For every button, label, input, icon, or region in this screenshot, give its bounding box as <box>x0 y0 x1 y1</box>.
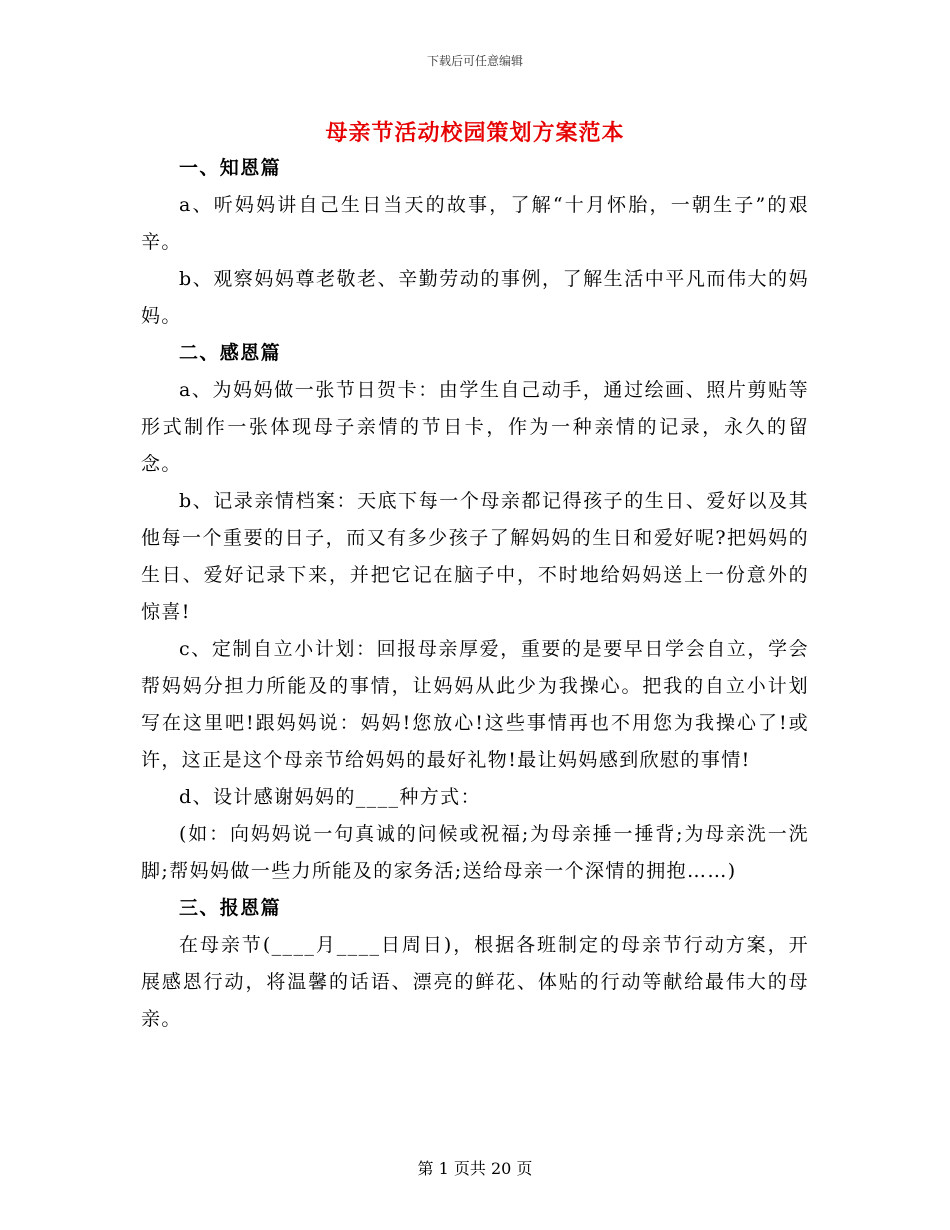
body-paragraph: 在母亲节(____月____日周日)，根据各班制定的母亲节行动方案，开展感恩行动，将温馨的话语、漂亮的鲜花、体贴的行动等献给最伟大的母亲。 <box>141 934 809 1030</box>
body-paragraph: (如：向妈妈说一句真诚的问候或祝福;为母亲捶一捶背;为母亲洗一洗脚;帮妈妈做一些力所能及的家务活;送给母亲一个深情的拥抱……) <box>141 823 809 882</box>
body-paragraph: b、观察妈妈尊老敬老、辛勤劳动的事例，了解生活中平凡而伟大的妈妈。 <box>141 268 809 327</box>
section-heading: 二、感恩篇 <box>179 342 282 364</box>
section-heading: 三、报恩篇 <box>179 897 282 919</box>
header-note: 下载后可任意编辑 <box>426 54 523 68</box>
page-footer: 第 1 页共 20 页 <box>417 1159 533 1178</box>
body-paragraph: d、设计感谢妈妈的____种方式： <box>179 786 481 808</box>
body-paragraph: b、记录亲情档案：天底下每一个母亲都记得孩子的生日、爱好以及其他每一个重要的日子，而又有多少孩子了解妈妈的生日和爱好呢?把妈妈的生日、爱好记录下来，并把它记在脑子中，不时地给妈妈送上一份意外的惊喜! <box>141 490 809 623</box>
section-heading: 一、知恩篇 <box>179 157 282 179</box>
body-paragraph: c、定制自立小计划：回报母亲厚爱，重要的是要早日学会自立，学会帮妈妈分担力所能及的事情，让妈妈从此少为我操心。把我的自立小计划写在这里吧!跟妈妈说：妈妈!您放心!这些事情再也不用您为我操心了!或许，这正是这个母亲节给妈妈的最好礼物!最让妈妈感到欣慰的事情! <box>141 638 809 771</box>
body-paragraph: a、为妈妈做一张节日贺卡：由学生自己动手，通过绘画、照片剪贴等形式制作一张体现母子亲情的节日卡，作为一种亲情的记录，永久的留念。 <box>141 379 809 475</box>
document-body <box>141 150 809 1038</box>
body-paragraph: a、听妈妈讲自己生日当天的故事，了解“十月怀胎，一朝生子”的艰辛。 <box>141 194 809 253</box>
document-title: 母亲节活动校园策划方案范本 <box>325 120 625 146</box>
